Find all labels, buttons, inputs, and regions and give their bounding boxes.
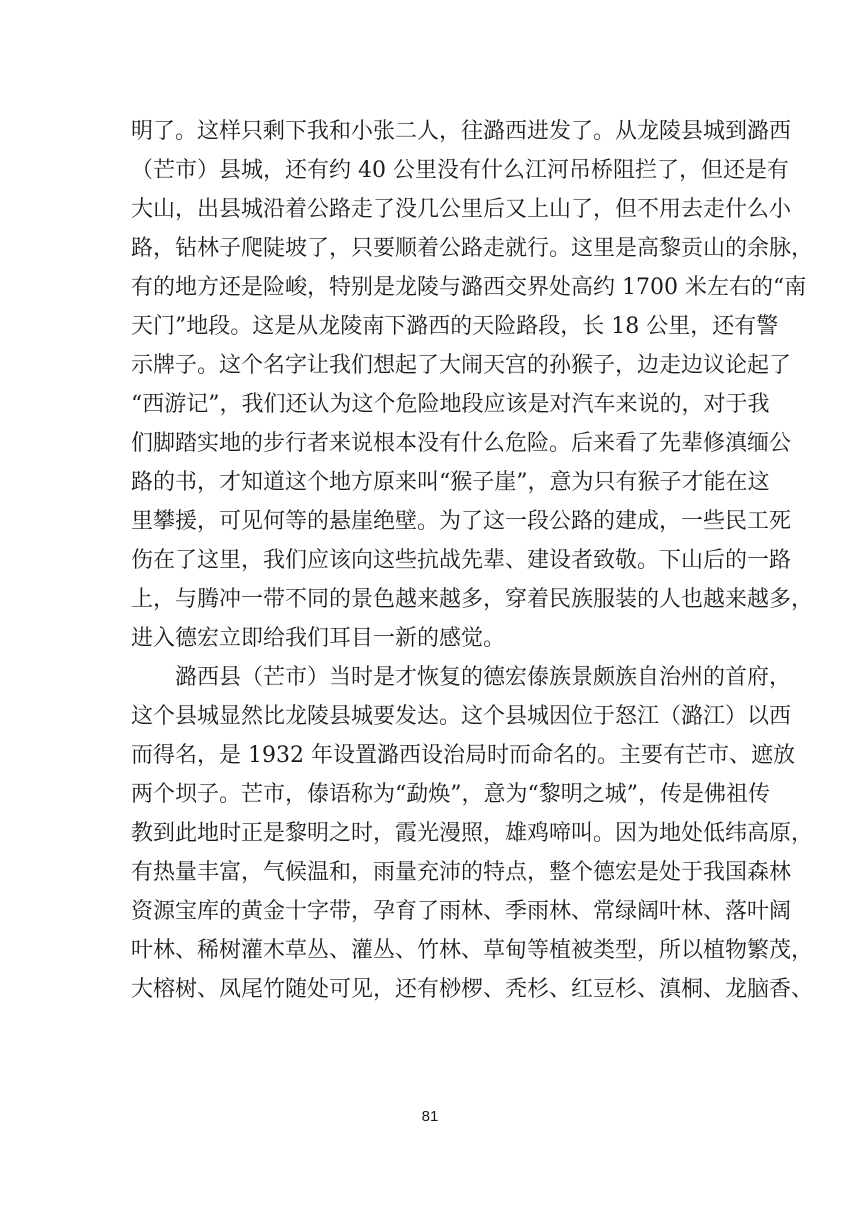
text-line: 路，钻林子爬陡坡了，只要顺着公路走就行。这里是高黎贡山的余脉，	[131, 236, 814, 261]
text-line: 叶林、稀树灌木草丛、灌丛、竹林、草甸等植被类型，所以植物繁茂，	[131, 938, 814, 963]
text-line: 大山，出县城沿着公路走了没几公里后又上山了，但不用去走什么小	[131, 197, 792, 222]
text-line: 资源宝库的黄金十字带，孕育了雨林、季雨林、常绿阔叶林、落叶阔	[131, 899, 792, 924]
paragraph-1	[131, 112, 814, 658]
body-text	[131, 112, 814, 1009]
text-line: 潞西县（芒市）当时是才恢复的德宏傣族景颇族自治州的首府，	[175, 665, 792, 690]
paragraph-2	[131, 658, 814, 1009]
text-line: 伤在了这里，我们应该向这些抗战先辈、建设者致敬。下山后的一路	[131, 548, 792, 573]
text-line: 而得名，是 1932 年设置潞西设治局时而命名的。主要有芒市、遮放	[131, 743, 795, 768]
text-line: 里攀援，可见何等的悬崖绝壁。为了这一段公路的建成，一些民工死	[131, 509, 792, 534]
text-line: （芒市）县城，还有约 40 公里没有什么江河吊桥阻拦了，但还是有	[131, 158, 789, 183]
text-line: 们脚踏实地的步行者来说根本没有什么危险。后来看了先辈修滇缅公	[131, 431, 792, 456]
page-number: 81	[421, 1108, 439, 1125]
text-line: “西游记”，我们还认为这个危险地段应该是对汽车来说的，对于我	[131, 392, 770, 417]
text-line: 大榕树、凤尾竹随处可见，还有桫椤、秃杉、红豆杉、滇桐、龙脑香、	[131, 977, 814, 1002]
text-line: 有的地方还是险峻，特别是龙陵与潞西交界处高约 1700 米左右的“南	[131, 275, 807, 300]
text-line: 进入德宏立即给我们耳目一新的感觉。	[131, 626, 506, 651]
text-line: 示牌子。这个名字让我们想起了大闹天宫的孙猴子，边走边议论起了	[131, 353, 792, 378]
text-line: 有热量丰富，气候温和，雨量充沛的特点，整个德宏是处于我国森林	[131, 860, 792, 885]
text-line: 两个坝子。芒市，傣语称为“勐焕”，意为“黎明之城”，传是佛祖传	[131, 782, 770, 807]
text-line: 这个县城显然比龙陵县城要发达。这个县城因位于怒江（潞江）以西	[131, 704, 792, 729]
text-line: 明了。这样只剩下我和小张二人，往潞西进发了。从龙陵县城到潞西	[131, 119, 792, 144]
text-line: 教到此地时正是黎明之时，霞光漫照，雄鸡啼叫。因为地处低纬高原，	[131, 821, 814, 846]
text-line: 上，与腾冲一带不同的景色越来越多，穿着民族服装的人也越来越多，	[131, 587, 814, 612]
text-line: 天门”地段。这是从龙陵南下潞西的天险路段，长 18 公里，还有警	[131, 314, 779, 339]
text-line: 路的书，才知道这个地方原来叫“猴子崖”，意为只有猴子才能在这	[131, 470, 770, 495]
